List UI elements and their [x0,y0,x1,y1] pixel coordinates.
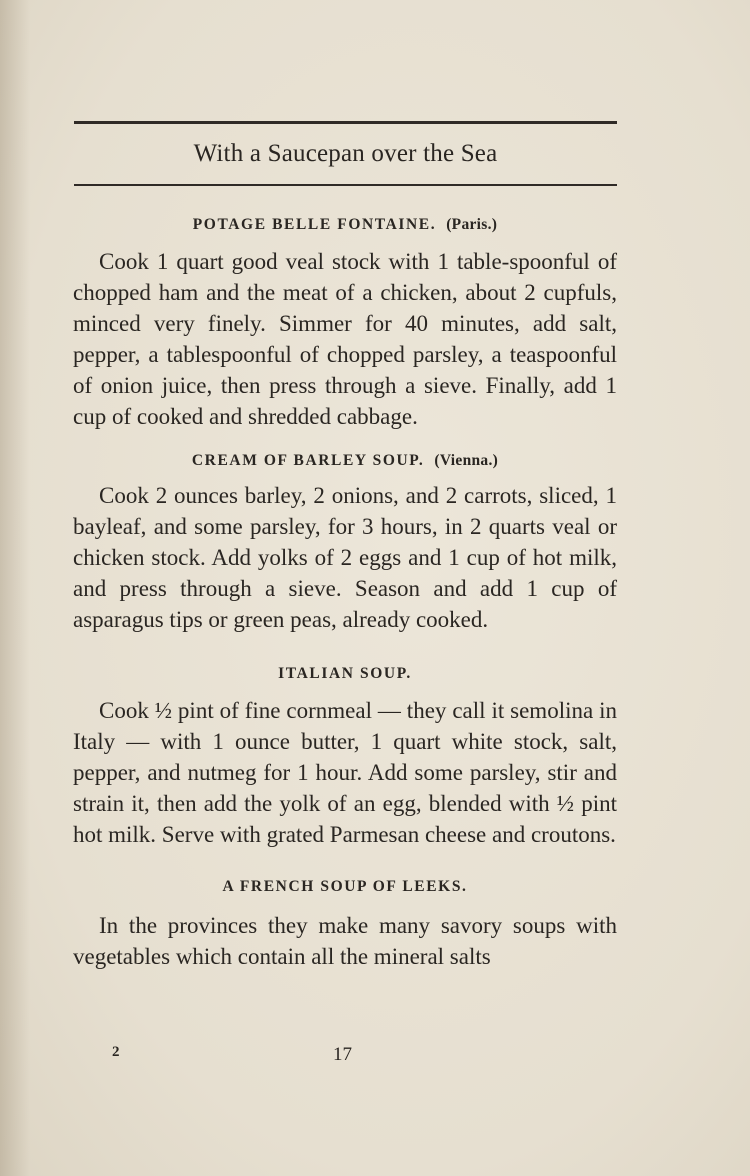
page-content [73,212,617,972]
recipe-title [73,212,617,238]
recipe-body: Cook ½ pint of fine cornmeal — they call it semolina in Italy — with 1 ounce butter, 1 quart white stock, salt, pepper, and nutmeg for 1 hour. Add some parsley, stir and strain it, then add the yolk of an egg, blended with ½ pint hot milk. Serve with grated Parmesan cheese and croutons. [73,698,617,847]
recipe-title [73,661,617,687]
recipe-title [73,874,617,900]
recipe-title-text: A FRENCH SOUP OF LEEKS. [222,878,468,895]
recipe-title-text: CREAM OF BARLEY SOUP. [191,452,425,469]
recipe-title [73,448,617,474]
recipe-body: Cook 2 ounces barley, 2 onions, and 2 carrots, sliced, 1 bayleaf, and some parsley, for 3 hours, in 2 quarts veal or chicken stock. Add yolks of 2 eggs and 1 cup of hot milk, and press through a sieve. Season and add 1 cup of asparagus tips or green peas, already cooked. [73,483,617,632]
running-head: With a Saucepan over the Sea [193,140,498,167]
recipe-title-text: ITALIAN SOUP. [278,665,412,682]
header-rule-top [74,121,617,124]
recipe-place: (Paris.) [446,216,498,233]
recipe-place: (Vienna.) [434,452,499,469]
signature-mark: 2 [112,1044,120,1060]
recipe-body: In the provinces they make many savory soups with vegetables which contain all the mineral salts [73,913,617,969]
recipe-title-text: POTAGE BELLE FONTAINE. [192,216,437,233]
recipe-body: Cook 1 quart good veal stock with 1 table-spoonful of chopped ham and the meat of a chicken, about 2 cupfuls, minced very finely. Simmer for 40 minutes, add salt, pepper, a tablespoonful of chopped parsley, a teaspoonful of onion juice, then press through a sieve. Finally, add 1 cup of cooked and shredded cabbage. [73,249,617,429]
header-rule-bottom [74,184,617,186]
gutter-shadow [0,0,30,1176]
page-number: 17 [333,1044,352,1065]
